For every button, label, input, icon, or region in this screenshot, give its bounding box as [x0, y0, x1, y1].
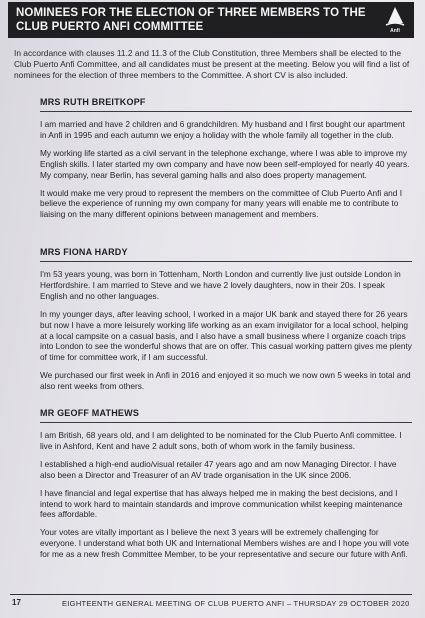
intro-paragraph: In accordance with clauses 11.2 and 11.3 of the Club Constitution, three Members shall be elected to the Club Puerto Anfi Committee, and all candidates must be present at the meeting. Below you will find a list of nominees for the election of three members to the Committee. A short CV is also included.	[14, 48, 410, 80]
anfi-logo	[382, 6, 408, 34]
nominee-paragraph: My working life started as a civil servant in the telephone exchange, where I was able to improve my English skills. I later started my own company and have now been self-employed for nearly 40 years. My company, near Berlin, has several gaming halls and also does property management.	[40, 147, 410, 180]
nominee-paragraph: I'm 53 years young, was born in Tottenham, North London and currently live just outside London in Hertfordshire. I am married to Steve and we have 2 lovely daughters, now in their 20s. I speak English and no other languages.	[40, 269, 401, 301]
footer-caption: EIGHTEENTH GENERAL MEETING OF CLUB PUERTO ANFI – THURSDAY 29 OCTOBER 2020	[62, 599, 410, 608]
nominee-paragraph: I am married and have 2 children and 6 grandchildren. My husband and I first bought our apartment in Anfi in 1995 and each autumn we enjoy a holiday with the whole family all together in the club.	[40, 119, 405, 140]
nominee-name: MRS FIONA HARDY	[40, 246, 412, 262]
nominee-section-hardy	[40, 246, 412, 399]
nominee-section-breitkopf	[40, 96, 412, 227]
footer-divider	[10, 594, 412, 595]
nominee-paragraph: Your votes are vitally important as I believe the next 3 years will be extremely challenging for everyone. I understand what both UK and International Members wishes are and I hope you will vote for me as a new fresh Committee Member, to be your representative and secure our future with Anfi.	[40, 527, 409, 560]
page-title: NOMINEES FOR THE ELECTION OF THREE MEMBERS TO THE CLUB PUERTO ANFI COMMITTEE	[16, 7, 366, 33]
nominee-name: MRS RUTH BREITKOPF	[40, 96, 412, 112]
nominee-section-mathews	[40, 407, 412, 567]
nominee-paragraph: I established a high-end audio/visual retailer 47 years ago and am now Managing Director. I have also been a Director and Treasurer of an AV trade organisation in the UK since 2006.	[40, 458, 397, 480]
nominee-paragraph: It would make me very proud to represent the members on the committee of Club Puerto Anfi and I believe the experience of running my own company for many years will enable me to contribute to liaising on the many different opinions between management and members.	[40, 187, 403, 220]
nominee-name: MR GEOFF MATHEWS	[40, 407, 412, 423]
title-banner	[8, 2, 414, 38]
nominee-paragraph: I am British, 68 years old, and I am delighted to be nominated for the Club Puerto Anfi committee. I live in Ashford, Kent and have 2 adult sons, both of whom work in the family business.	[40, 430, 402, 451]
page-number: 17	[12, 598, 21, 607]
sail-icon	[382, 6, 408, 28]
nominee-paragraph: In my younger days, after leaving school, I worked in a major UK bank and stayed there for 26 years but now I have a more leisurely working life working as an exam invigilator for a local school, helping at a local campsite on a casual basis, and I also have a small business where I organize coach trips into London to see the wonderful shows that are on offer. This casual working pattern gives me plenty of time for committee work, if I am successful.	[40, 308, 412, 363]
logo-wordmark: Anfi	[390, 28, 400, 34]
nominee-paragraph: We purchased our first week in Anfi in 2016 and enjoyed it so much we now own 5 weeks in total and also rent weeks from others.	[40, 370, 411, 392]
nominee-paragraph: I have financial and legal expertise that has always helped me in making the best decisions, and I intend to work hard to maintain standards and improve communication whilst keeping maintenance fees affordable.	[40, 487, 403, 520]
